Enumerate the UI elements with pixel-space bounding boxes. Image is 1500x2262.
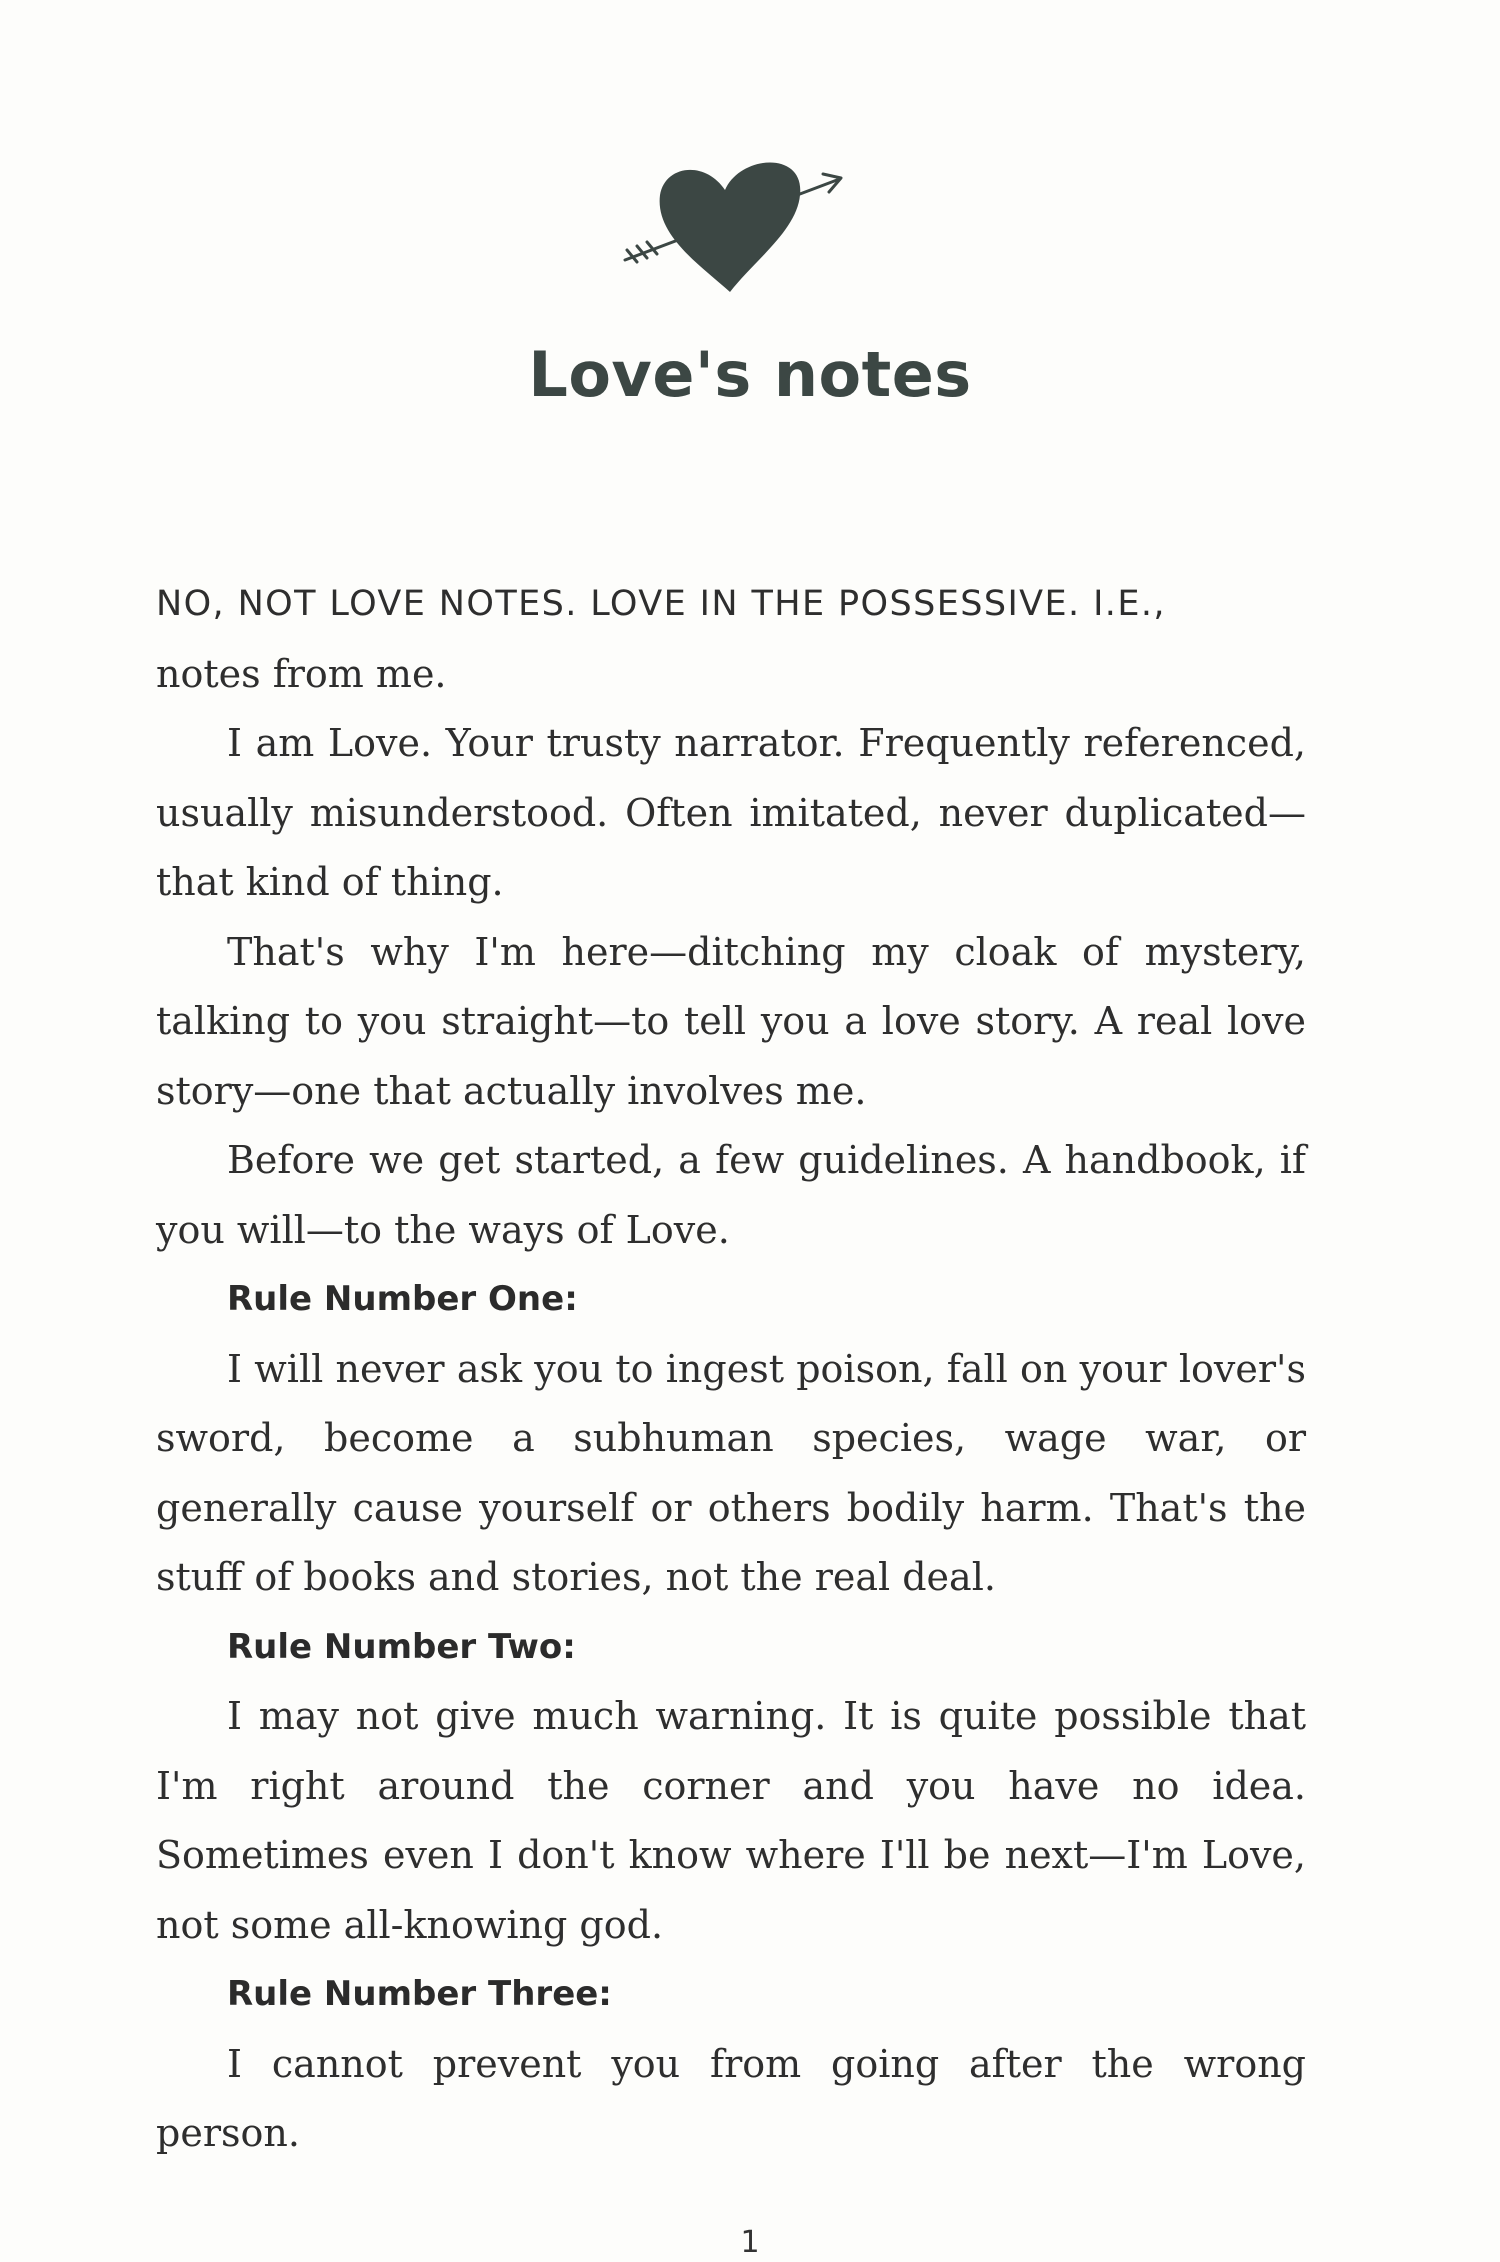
opening-rest: notes from me. bbox=[156, 651, 447, 696]
chapter-title: Love's notes bbox=[528, 338, 972, 411]
chapter-body bbox=[156, 568, 1306, 2169]
heart-arrow-icon bbox=[605, 150, 855, 300]
opening-small-caps: NO, NOT LOVE NOTES. LOVE IN THE POSSESSIVE. I.E., bbox=[156, 584, 1166, 624]
rule-heading: Rule Number Two: bbox=[227, 1626, 576, 1667]
rule-text: I will never ask you to ingest poison, fall on your lover's sword, become a subhuman species, wage war, or generally cause yourself or others bodily harm. That's the stuff of books and stories, not the real deal. bbox=[156, 1346, 1306, 1599]
rule-text: I cannot prevent you from going after the wrong person. bbox=[156, 2041, 1306, 2155]
rule-heading: Rule Number One: bbox=[227, 1279, 578, 1319]
page-number: 1 bbox=[740, 2225, 760, 2260]
paragraph: I am Love. Your trusty narrator. Frequently referenced, usually misunderstood. Often imitated, never duplicated—that kind of thing. bbox=[156, 721, 1306, 904]
paragraph: Before we get started, a few guidelines. A handbook, if you will—to the ways of Love. bbox=[156, 1138, 1306, 1252]
opening-paragraph bbox=[156, 568, 1306, 709]
rule-heading: Rule Number Three: bbox=[227, 1974, 612, 2014]
paragraph: That's why I'm here—ditching my cloak of mystery, talking to you straight—to tell you a love story. A real love story—one that actually involves me. bbox=[156, 929, 1306, 1113]
rule-text: I may not give much warning. It is quite possible that I'm right around the corner and you have no idea. Sometimes even I don't know where I'll be next—I'm Love, not some all-knowing god. bbox=[156, 1694, 1306, 1947]
